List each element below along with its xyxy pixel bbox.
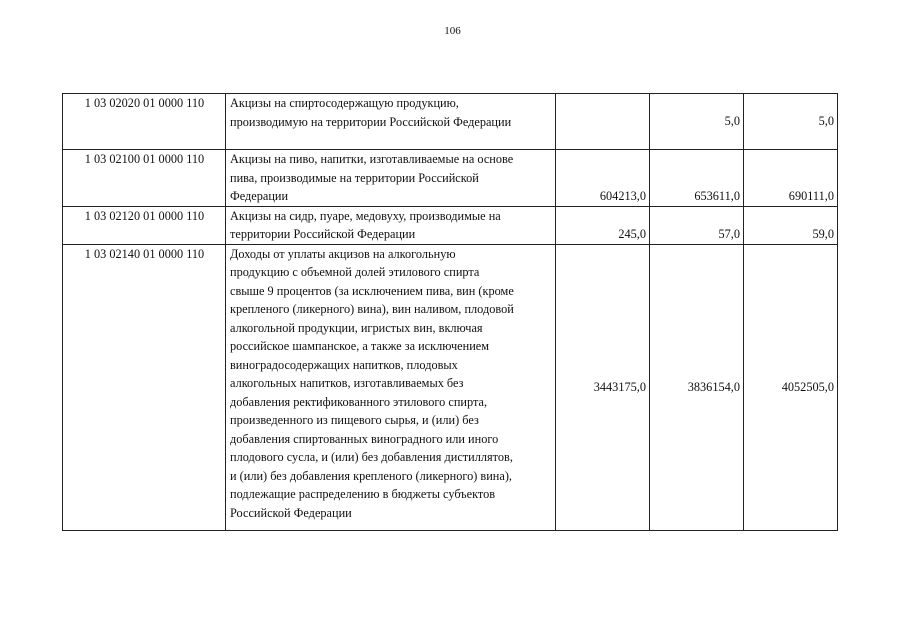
value-year-1: 604213,0 <box>556 150 650 207</box>
revenue-table <box>62 93 838 531</box>
value-year-1: 3443175,0 <box>556 244 650 530</box>
value-year-3: 690111,0 <box>744 150 838 207</box>
description: Акцизы на пиво, напитки, изготавливаемые на основе пива, производимые на территории Российской Федерации <box>226 150 556 207</box>
budget-code: 1 03 02140 01 0000 110 <box>63 244 226 530</box>
description: Акцизы на спиртосодержащую продукцию, производимую на территории Российской Федерации <box>226 94 556 150</box>
description: Доходы от уплаты акцизов на алкогольную продукцию с объемной долей этилового спирта свыше 9 процентов (за исключением пива, вин (кроме крепленого (ликерного) вина), вин наливом, плодовой алкогольной продукции, игристых вин, включая российское шампанское, а также за исключением виноградосодержащих напитков, плодовых алкогольных напитков, изготавливаемых без добавления ректификованного этилового спирта, произведенного из пищевого сырья, и (или) без добавления спиртованных виноградного или иного плодового сусла, и (или) без добавления дистиллятов, и (или) без добавления крепленого (ликерного) вина), подлежащие распределению в бюджеты субъектов Российской Федерации <box>226 244 556 530</box>
value-year-2: 57,0 <box>650 206 744 244</box>
budget-code: 1 03 02120 01 0000 110 <box>63 206 226 244</box>
value-year-2: 5,0 <box>650 94 744 150</box>
value-year-3: 5,0 <box>744 94 838 150</box>
value-year-2: 3836154,0 <box>650 244 744 530</box>
value-year-1 <box>556 94 650 150</box>
table-row <box>63 206 838 244</box>
value-year-3: 59,0 <box>744 206 838 244</box>
value-year-1: 245,0 <box>556 206 650 244</box>
description: Акцизы на сидр, пуаре, медовуху, производимые на территории Российской Федерации <box>226 206 556 244</box>
budget-code: 1 03 02100 01 0000 110 <box>63 150 226 207</box>
value-year-2: 653611,0 <box>650 150 744 207</box>
table-row <box>63 94 838 150</box>
table-row <box>63 150 838 207</box>
budget-code: 1 03 02020 01 0000 110 <box>63 94 226 150</box>
page-number: 106 <box>444 25 461 37</box>
value-year-3: 4052505,0 <box>744 244 838 530</box>
table-row <box>63 244 838 530</box>
